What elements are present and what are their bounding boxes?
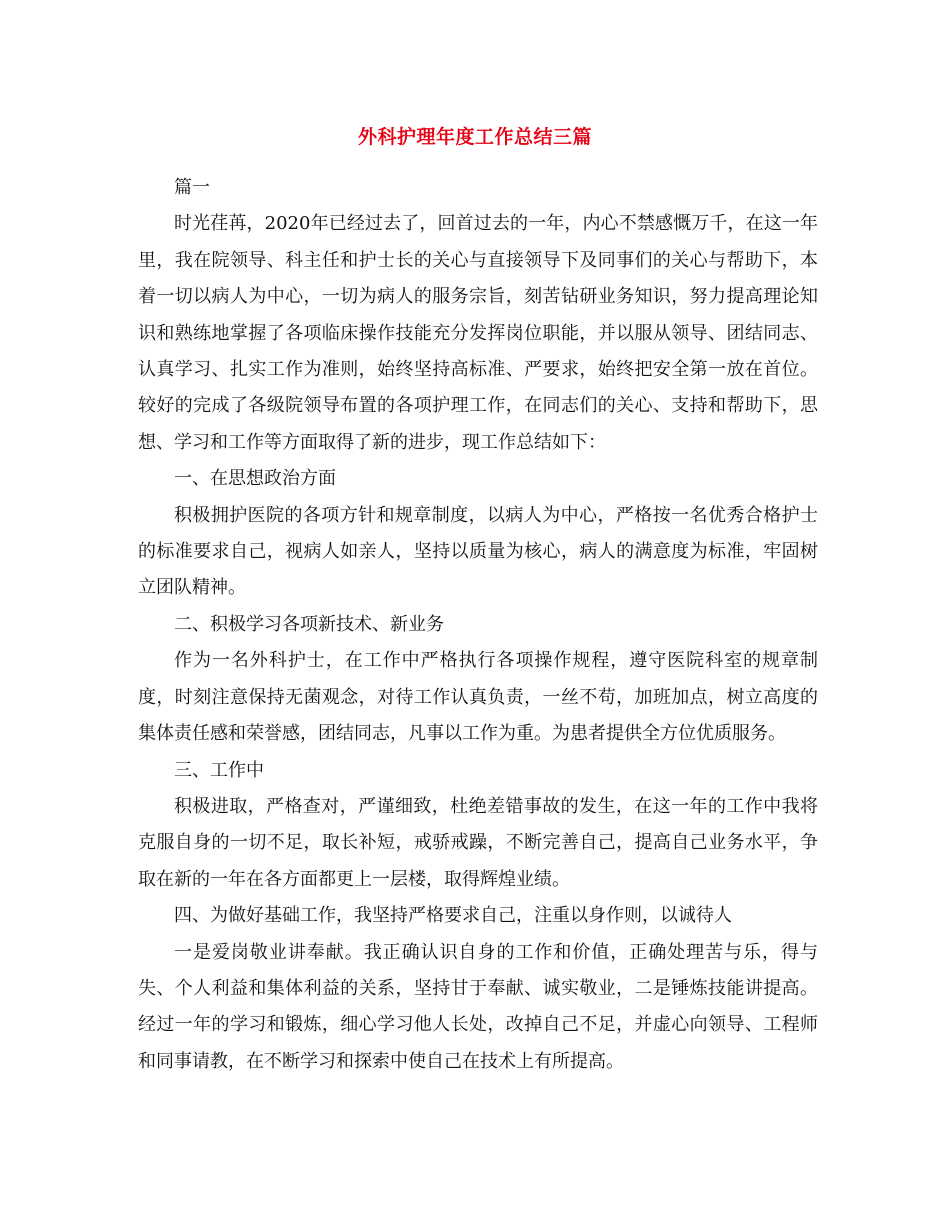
body-paragraph: 积极进取，严格查对，严谨细致，杜绝差错事故的发生，在这一年的工作中我将克服自身的一切不足，取长补短，戒骄戒躁，不断完善自己，提高自己业务水平，争取在新的一年在各方面都更上一层楼，取得辉煌业绩。: [138, 795, 818, 890]
body-paragraph: 一是爱岗敬业讲奉献。我正确认识自身的工作和价值，正确处理苦与乐，得与失、个人利益和集体利益的关系，坚持甘于奉献、诚实敬业，二是锤炼技能讲提高。经过一年的学习和锻炼，细心学习他人长处，改掉自己不足，并虚心向领导、工程师和同事请教，在不断学习和探索中使自己在技术上有所提高。: [138, 941, 818, 1072]
section-heading: 一、在思想政治方面: [174, 468, 336, 490]
section-heading: 篇一: [174, 177, 210, 198]
body-paragraph: 作为一名外科护士，在工作中严格执行各项操作规程，遵守医院科室的规章制度，时刻注意保持无菌观念，对待工作认真负责，一丝不苟，加班加点，树立高度的集体责任感和荣誉感，团结同志，凡事以工作为重。为患者提供全方位优质服务。: [138, 650, 818, 745]
document-title: 外科护理年度工作总结三篇: [357, 126, 592, 148]
section-heading: 四、为做好基础工作，我坚持严格要求自己，注重以身作则，以诚待人: [174, 905, 732, 927]
document-body: [138, 170, 818, 1080]
body-paragraph: 积极拥护医院的各项方针和规章制度，以病人为中心，严格按一名优秀合格护士的标准要求自己，视病人如亲人，坚持以质量为核心，病人的满意度为标准，牢固树立团队精神。: [138, 504, 818, 599]
body-paragraph: 时光荏苒，2020年已经过去了，回首过去的一年，内心不禁感慨万千，在这一年里，我在院领导、科主任和护士长的关心与直接领导下及同事们的关心与帮助下，本着一切以病人为中心，一切为病人的服务宗旨，刻苦钻研业务知识，努力提高理论知识和熟练地掌握了各项临床操作技能充分发挥岗位职能，并以服从领导、团结同志、认真学习、扎实工作为准则，始终坚持高标准、严要求，始终把安全第一放在首位。较好的完成了各级院领导布置的各项护理工作，在同志们的关心、支持和帮助下，思想、学习和工作等方面取得了新的进步，现工作总结如下：: [138, 213, 818, 453]
section-heading: 三、工作中: [174, 759, 264, 781]
section-heading: 二、积极学习各项新技术、新业务: [174, 613, 444, 635]
